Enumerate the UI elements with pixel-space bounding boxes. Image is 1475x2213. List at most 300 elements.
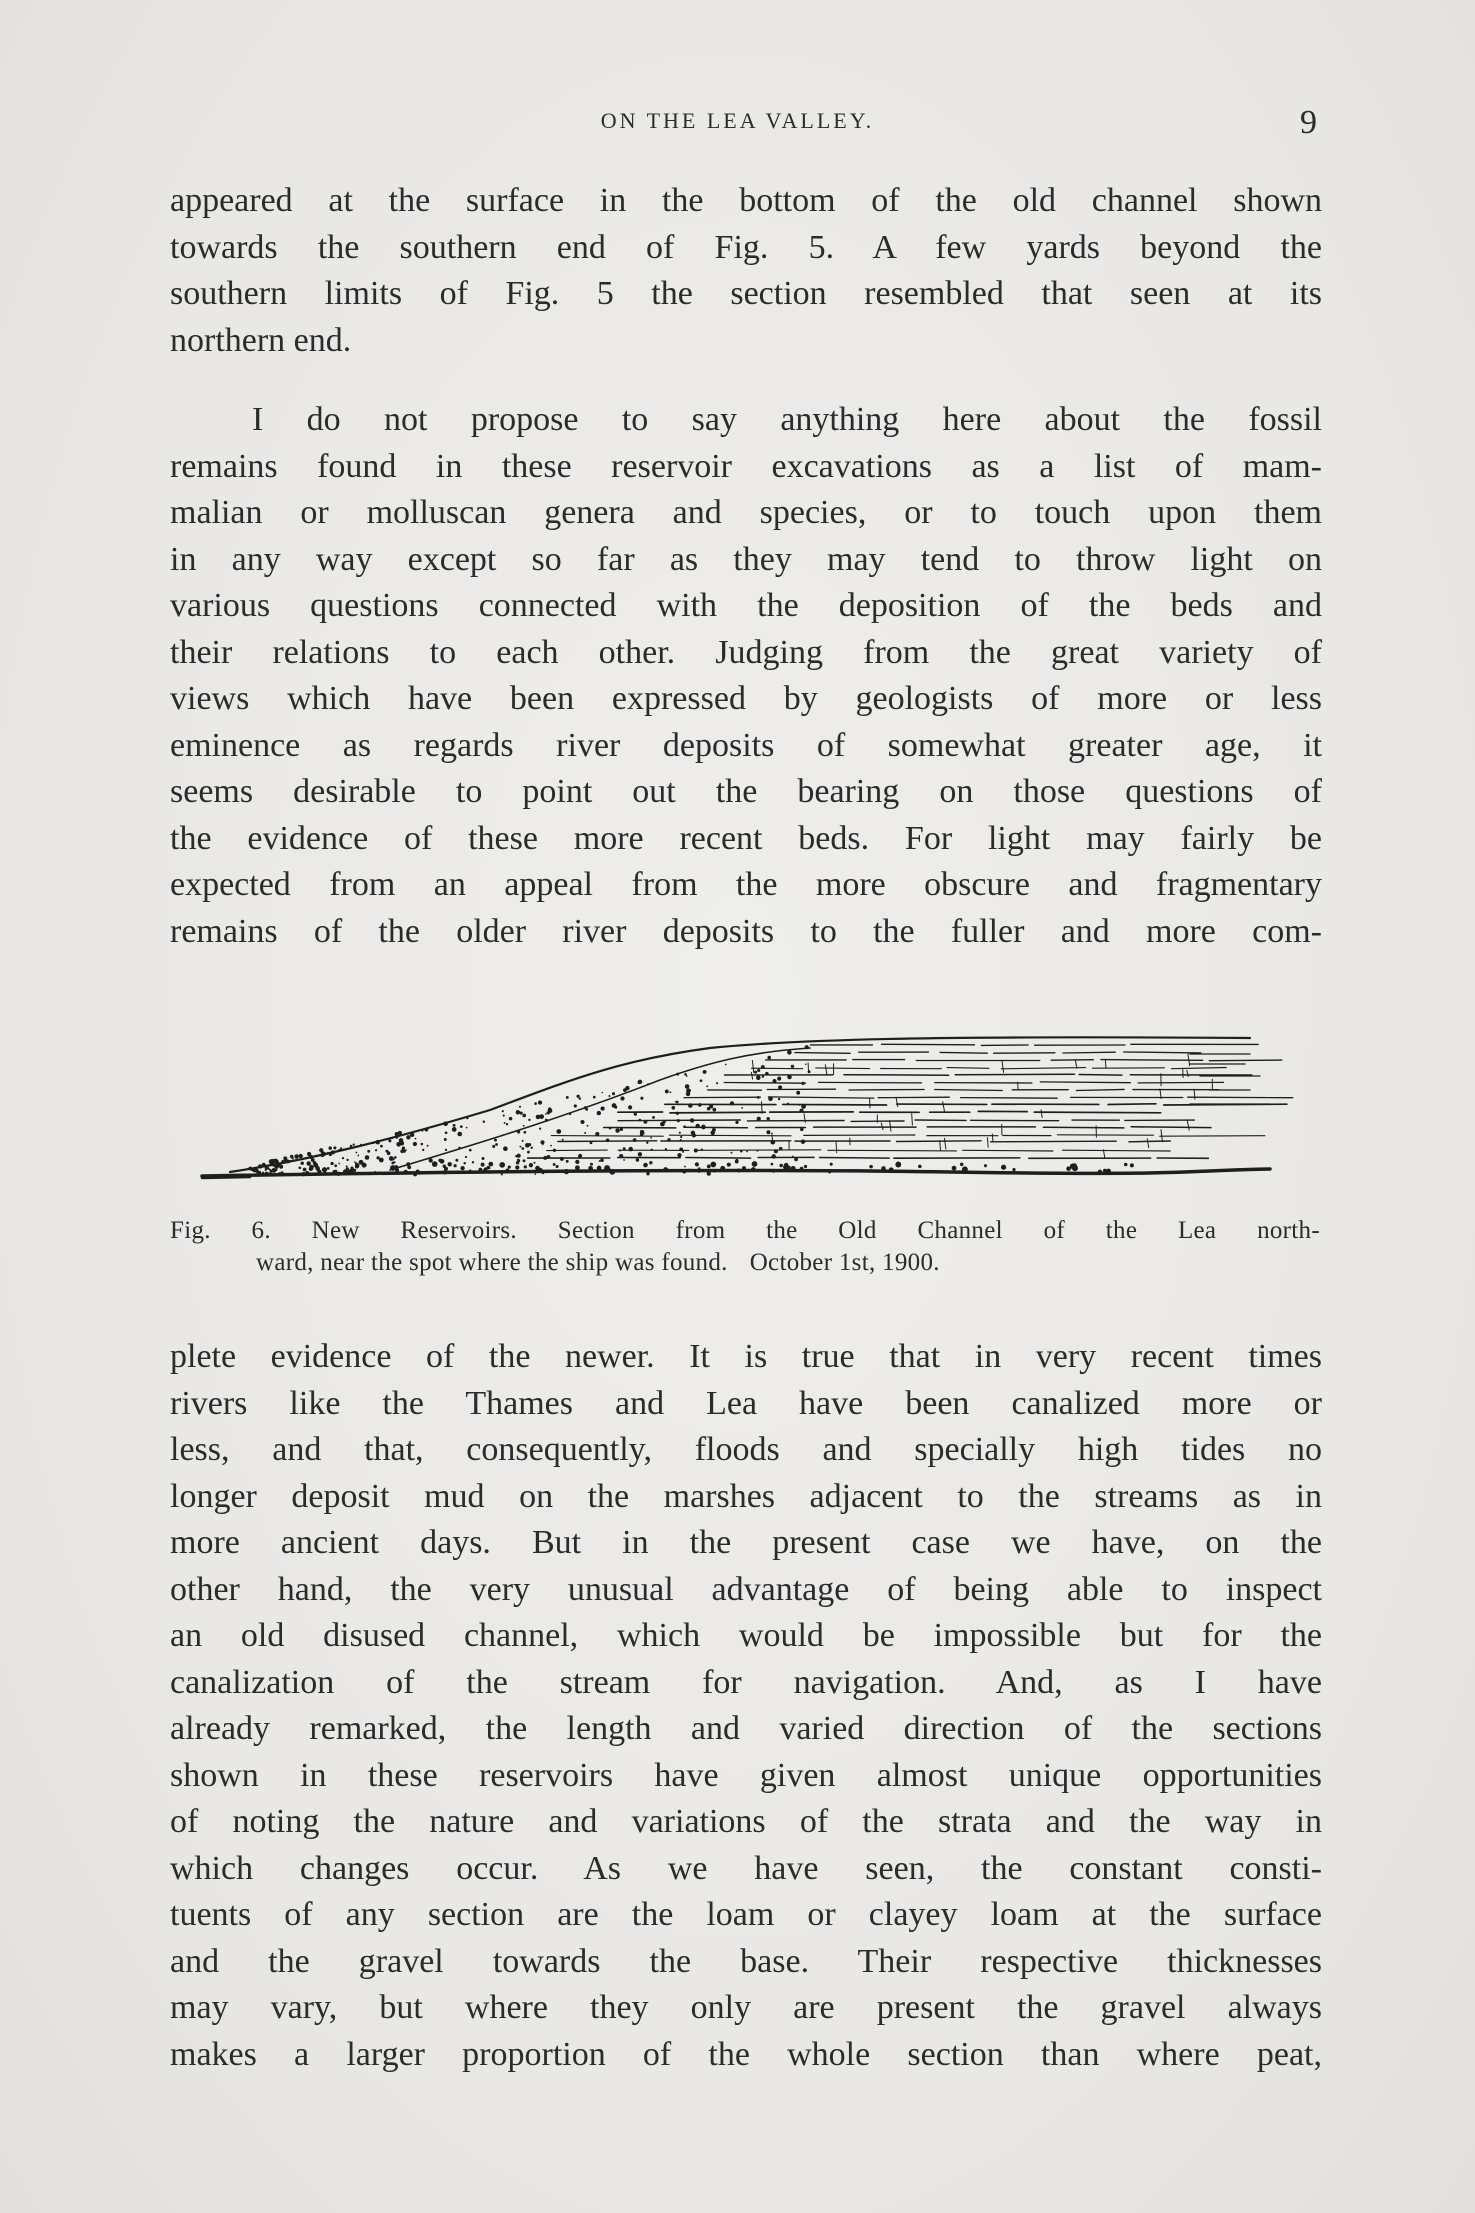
- gravel-dot: [707, 1107, 710, 1110]
- base-line-tail: [202, 1177, 250, 1178]
- gravel-dot: [671, 1106, 675, 1110]
- gravel-dot: [464, 1170, 466, 1172]
- gravel-dot: [679, 1132, 681, 1134]
- gravel-dot: [918, 1165, 922, 1169]
- gravel-dot: [787, 1050, 792, 1055]
- gravel-dot: [787, 1103, 789, 1105]
- gravel-dot: [799, 1104, 801, 1106]
- gravel-dot: [701, 1125, 706, 1130]
- gravel-dot: [409, 1171, 412, 1174]
- gravel-dot: [515, 1165, 519, 1169]
- gravel-dot: [757, 1096, 760, 1099]
- bedding-line: [684, 1097, 1306, 1098]
- gravel-dot: [508, 1165, 511, 1168]
- text-line: the evidence of these more recent beds. For light may fairly be: [170, 819, 1322, 857]
- gravel-dot: [805, 1045, 809, 1049]
- gravel-dot: [538, 1168, 543, 1173]
- gravel-dot: [566, 1160, 569, 1163]
- gravel-dot: [669, 1091, 671, 1093]
- text-line: appeared at the surface in the bottom of the old channel shown: [170, 182, 1322, 219]
- gravel-dot: [322, 1167, 327, 1172]
- gravel-dot: [569, 1113, 572, 1116]
- gravel-dot: [712, 1108, 716, 1112]
- gravel-dot: [716, 1082, 718, 1084]
- gravel-dot: [504, 1122, 506, 1124]
- gravel-dot: [576, 1095, 579, 1098]
- gravel-dot: [268, 1168, 270, 1170]
- gravel-dot: [960, 1163, 963, 1166]
- gravel-dot: [646, 1142, 648, 1144]
- gravel-dot: [694, 1148, 698, 1152]
- bedding-line: [751, 1068, 1236, 1069]
- gravel-dot: [634, 1112, 637, 1115]
- gravel-dot: [469, 1149, 472, 1152]
- gravel-dot: [346, 1165, 348, 1167]
- gravel-dot: [338, 1149, 341, 1152]
- gravel-dot: [628, 1147, 633, 1152]
- gravel-dot: [460, 1125, 463, 1128]
- gravel-dot: [1012, 1168, 1015, 1171]
- bedding-line: [618, 1111, 1166, 1113]
- gravel-dot: [710, 1131, 715, 1136]
- gravel-dot: [772, 1170, 775, 1173]
- text-line: other hand, the very unusual advantage of being able to inspect: [170, 1570, 1322, 1608]
- gravel-dot: [403, 1170, 408, 1175]
- gravel-dot: [271, 1159, 276, 1164]
- gravel-dot: [578, 1155, 581, 1158]
- text-line: remains found in these reservoir excavations as a list of mam-: [170, 447, 1322, 485]
- gravel-dot: [792, 1156, 794, 1158]
- gravel-dot: [416, 1169, 420, 1173]
- gravel-dot: [410, 1133, 414, 1137]
- figure-caption: [170, 1215, 1320, 1279]
- gravel-dot: [1066, 1166, 1071, 1171]
- gravel-dot: [330, 1162, 333, 1165]
- gravel-dot: [503, 1115, 505, 1117]
- gravel-dot: [346, 1159, 348, 1161]
- gravel-dot: [623, 1159, 625, 1161]
- gravel-dot: [529, 1163, 533, 1167]
- gravel-dot: [590, 1141, 593, 1144]
- gravel-dot: [376, 1156, 379, 1159]
- gravel-dot: [600, 1159, 604, 1163]
- gravel-dot: [276, 1162, 281, 1167]
- gravel-dot: [636, 1158, 640, 1162]
- gravel-dot: [691, 1131, 695, 1135]
- gravel-dot: [333, 1146, 336, 1149]
- bedding-line: [558, 1141, 1178, 1142]
- gravel-dot: [372, 1142, 374, 1144]
- gravel-dot: [466, 1127, 468, 1129]
- gravel-dot: [424, 1128, 428, 1132]
- gravel-dot: [1124, 1163, 1128, 1167]
- text-line: their relations to each other. Judging from the great variety of: [170, 633, 1322, 671]
- gravel-dot: [677, 1153, 681, 1157]
- gravel-dot: [640, 1130, 644, 1134]
- text-line: already remarked, the length and varied direction of the sections: [170, 1710, 1322, 1747]
- joint-mark: [940, 1141, 941, 1151]
- text-line: less, and that, consequently, floods and specially high tides no: [170, 1431, 1322, 1468]
- gravel-dot: [684, 1166, 686, 1168]
- gravel-dot: [688, 1103, 693, 1108]
- gravel-dot: [443, 1121, 448, 1126]
- gravel-dot: [676, 1112, 679, 1115]
- gravel-dot: [354, 1161, 356, 1163]
- gravel-dot: [360, 1144, 362, 1146]
- gravel-dot: [365, 1155, 370, 1160]
- gravel-dot: [495, 1143, 498, 1146]
- page-number: 9: [1300, 104, 1317, 141]
- gravel-dot: [701, 1149, 703, 1151]
- gravel-dot: [455, 1159, 458, 1162]
- gravel-dot: [350, 1145, 353, 1148]
- gravel-dot: [488, 1162, 493, 1167]
- joint-mark: [762, 1102, 763, 1114]
- caption-figure-title: New Reservoirs.: [311, 1217, 517, 1244]
- gravel-dot: [334, 1164, 337, 1167]
- text-line: more ancient days. But in the present case we have, on the: [170, 1524, 1322, 1561]
- gravel-dot: [604, 1165, 610, 1171]
- gravel-dot: [502, 1110, 504, 1112]
- gravel-dot: [619, 1150, 621, 1152]
- gravel-dot: [327, 1167, 330, 1170]
- gravel-dot: [294, 1154, 298, 1158]
- gravel-dot: [779, 1147, 783, 1151]
- gravel-dot: [791, 1166, 796, 1171]
- gravel-dot: [458, 1147, 460, 1149]
- gravel-dot: [429, 1158, 433, 1162]
- gravel-dot: [502, 1134, 504, 1136]
- gravel-dot: [487, 1170, 490, 1173]
- gravel-dot: [640, 1097, 643, 1100]
- gravel-dot: [438, 1159, 442, 1163]
- gravel-dot: [415, 1138, 417, 1140]
- gravel-dot: [509, 1117, 513, 1121]
- joint-mark: [896, 1097, 898, 1106]
- joint-mark: [987, 1138, 988, 1147]
- gravel-dot: [281, 1160, 285, 1164]
- gravel-dot: [466, 1117, 468, 1119]
- gravel-dot: [620, 1128, 623, 1131]
- gravel-dot: [665, 1089, 669, 1093]
- caption-line-1: [170, 1215, 1320, 1247]
- gravel-dot: [443, 1170, 447, 1174]
- gravel-dot: [299, 1154, 303, 1158]
- gravel-dot: [665, 1168, 669, 1172]
- gravel-dot: [318, 1171, 321, 1174]
- gravel-dot: [483, 1120, 485, 1122]
- gravel-dot: [556, 1129, 561, 1134]
- paragraph-3: [170, 1334, 1322, 2078]
- gravel-dot: [574, 1104, 577, 1107]
- gravel-dot: [538, 1101, 542, 1105]
- gravel-dot: [542, 1170, 545, 1173]
- gravel-dot: [646, 1172, 649, 1175]
- gravel-dot: [356, 1152, 358, 1154]
- gravel-dot: [469, 1170, 472, 1173]
- bedding-line: [547, 1150, 1182, 1151]
- text-line: longer deposit mud on the marshes adjacent to the streams as in: [170, 1477, 1322, 1515]
- gravel-dot: [280, 1171, 284, 1175]
- gravel-dot: [735, 1121, 738, 1124]
- text-line: tuents of any section are the loam or clayey loam at the surface: [170, 1896, 1322, 1933]
- gravel-dot: [398, 1131, 402, 1135]
- gravel-dot: [270, 1170, 273, 1173]
- gravel-dot: [679, 1147, 683, 1151]
- gravel-dot: [727, 1163, 731, 1167]
- joint-mark: [1187, 1120, 1189, 1130]
- gravel-dot: [703, 1070, 707, 1074]
- gravel-dot: [962, 1166, 968, 1172]
- gravel-dot: [881, 1166, 886, 1171]
- gravel-dot: [771, 1163, 774, 1166]
- gravel-dot: [517, 1130, 520, 1133]
- gravel-dot: [620, 1096, 624, 1100]
- gravel-dot: [593, 1096, 596, 1099]
- gravel-dot: [305, 1171, 309, 1175]
- gravel-dot: [599, 1160, 601, 1162]
- gravel-dot: [584, 1132, 586, 1134]
- gravel-dot: [388, 1139, 391, 1142]
- caption-line-2: [170, 1247, 1320, 1279]
- text-line: various questions connected with the deposition of the beds and: [170, 587, 1322, 624]
- gravel-dot: [735, 1160, 739, 1164]
- gravel-dot: [651, 1149, 653, 1151]
- text-line: malian or molluscan genera and species, or to touch upon them: [170, 494, 1322, 531]
- gravel-dot: [685, 1084, 690, 1089]
- gravel-dot: [647, 1083, 649, 1085]
- gravel-dot: [391, 1161, 394, 1164]
- bedding-line: [725, 1074, 1260, 1075]
- gravel-dot: [545, 1113, 547, 1115]
- text-line: remains of the older river deposits to the fuller and more com-: [170, 912, 1322, 950]
- gravel-dot: [524, 1165, 527, 1168]
- caption-description-end: ward, near the spot where the ship was found.: [256, 1249, 728, 1276]
- text-line: may vary, but where they only are present the gravel always: [170, 1989, 1322, 2026]
- gravel-dot: [869, 1165, 873, 1169]
- gravel-dot: [677, 1119, 680, 1122]
- gravel-dot: [588, 1166, 593, 1171]
- gravel-dot: [1001, 1165, 1006, 1170]
- gravel-dot: [421, 1143, 424, 1146]
- gravel-dot: [706, 1085, 708, 1087]
- section-illustration: [190, 1020, 1310, 1200]
- gravel-dot: [523, 1159, 526, 1162]
- gravel-dot: [805, 1063, 807, 1065]
- gravel-dot: [597, 1166, 602, 1171]
- gravel-dot: [422, 1130, 424, 1132]
- gravel-dot: [801, 1104, 806, 1109]
- gravel-dot: [575, 1160, 579, 1164]
- gravel-dot: [737, 1168, 741, 1172]
- gravel-dot: [764, 1169, 766, 1171]
- gravel-dot: [262, 1163, 266, 1167]
- gravel-dot: [639, 1119, 642, 1122]
- gravel-dot: [560, 1157, 564, 1161]
- gravel-dot: [680, 1139, 682, 1141]
- gravel-dot: [800, 1167, 804, 1171]
- gravel-dot: [362, 1163, 367, 1168]
- gravel-dot: [590, 1163, 593, 1166]
- gravel-dot: [725, 1064, 727, 1066]
- gravel-dot: [285, 1159, 288, 1162]
- gravel-dot: [534, 1102, 537, 1105]
- figure-6-section-drawing: [190, 1020, 1310, 1200]
- bedding-line: [724, 1082, 1236, 1083]
- gravel-dot: [367, 1150, 370, 1153]
- gravel-dot: [601, 1107, 605, 1111]
- gravel-dot: [452, 1127, 457, 1132]
- gravel-dot: [619, 1154, 623, 1158]
- gravel-dot: [952, 1166, 957, 1171]
- paragraph-1-text: [170, 178, 1322, 364]
- gravel-dot: [340, 1147, 342, 1149]
- gravel-dot: [746, 1151, 748, 1153]
- gravel-dot: [730, 1101, 734, 1105]
- gravel-dot: [394, 1156, 397, 1159]
- gravel-dot: [395, 1168, 399, 1172]
- paragraph-1: [170, 178, 1322, 364]
- gravel-dot: [454, 1164, 457, 1167]
- gravel-dot: [272, 1164, 275, 1167]
- gravel-dot: [343, 1169, 348, 1174]
- gravel-dot: [522, 1114, 526, 1118]
- bedding-line: [708, 1089, 1223, 1090]
- gravel-dot: [547, 1111, 550, 1114]
- gravel-dot: [531, 1147, 533, 1149]
- caption-description-start: Section from the Old Channel of the Lea north-: [557, 1217, 1320, 1244]
- joint-mark: [890, 1121, 891, 1132]
- gravel-dot: [707, 1164, 711, 1168]
- gravel-dot: [427, 1145, 429, 1147]
- gravel-dot: [260, 1173, 263, 1176]
- gravel-dot: [602, 1092, 604, 1094]
- gravel-dot: [791, 1065, 794, 1068]
- gravel-dot: [1130, 1163, 1134, 1167]
- text-line: views which have been expressed by geologists of more or less: [170, 680, 1322, 717]
- gravel-dot: [553, 1163, 556, 1166]
- gravel-dot: [506, 1168, 510, 1172]
- gravel-dot: [700, 1079, 703, 1082]
- gravel-dot: [796, 1091, 800, 1095]
- gravel-dot: [503, 1146, 508, 1151]
- gravel-dot: [828, 1171, 831, 1174]
- gravel-dot: [528, 1143, 531, 1146]
- joint-mark: [881, 1123, 883, 1130]
- caption-date: October 1st, 1900.: [749, 1249, 940, 1276]
- gravel-dot: [405, 1149, 407, 1151]
- gravel-dot: [566, 1096, 569, 1099]
- caption-figure-label: Fig. 6.: [170, 1217, 271, 1244]
- gravel-dot: [771, 1133, 773, 1135]
- gravel-dot: [638, 1081, 641, 1084]
- gravel-dot: [675, 1101, 677, 1103]
- gravel-dot: [757, 1117, 761, 1121]
- end-dashes: [1190, 1054, 1270, 1104]
- gravel-dot: [413, 1142, 417, 1146]
- text-line: I do not propose to say anything here about the fossil: [252, 401, 1322, 438]
- gravel-dot: [460, 1166, 464, 1170]
- gravel-dot: [548, 1109, 551, 1112]
- gravel-dot: [609, 1169, 615, 1175]
- gravel-dot: [741, 1107, 743, 1109]
- gravel-dot: [553, 1149, 556, 1152]
- gravel-dot: [481, 1163, 485, 1167]
- joint-mark: [943, 1102, 945, 1112]
- bedding-line: [528, 1157, 1219, 1158]
- gravel-dot: [686, 1092, 690, 1096]
- gravel-dot: [256, 1171, 259, 1174]
- gravel-dot: [483, 1169, 487, 1173]
- gravel-dot: [575, 1165, 580, 1170]
- gravel-dot: [333, 1170, 336, 1173]
- gravel-dot: [667, 1138, 670, 1141]
- gravel-dot: [534, 1173, 536, 1175]
- gravel-dot: [463, 1162, 465, 1164]
- gravel-dot: [683, 1125, 686, 1128]
- gravel-dot: [562, 1139, 564, 1141]
- gravel-dot: [531, 1171, 533, 1173]
- gravel-dot: [556, 1165, 559, 1168]
- gravel-dot: [472, 1161, 474, 1163]
- gravel-dot: [612, 1092, 615, 1095]
- joint-mark: [1105, 1061, 1106, 1069]
- gravel-dot: [501, 1173, 503, 1175]
- gravel-dot: [597, 1111, 601, 1115]
- gravel-dot: [389, 1156, 394, 1161]
- gravel-dot: [710, 1162, 716, 1168]
- text-line: eminence as regards river deposits of somewhat greater age, it: [170, 726, 1322, 764]
- gravel-dot: [375, 1140, 380, 1145]
- gravel-dot: [444, 1138, 447, 1141]
- gravel-dot: [688, 1169, 691, 1172]
- gravel-dot: [609, 1127, 612, 1130]
- gravel-dot: [331, 1150, 335, 1154]
- gravel-dot: [492, 1145, 495, 1148]
- gravel-dot: [580, 1120, 584, 1124]
- text-line: seems desirable to point out the bearing on those questions of: [170, 773, 1322, 810]
- text-line: in any way except so far as they may tend to throw light on: [170, 540, 1322, 578]
- gravel-dot: [453, 1124, 456, 1127]
- gravel-dot: [327, 1152, 329, 1154]
- gravel-dot: [482, 1157, 485, 1160]
- gravel-dot: [767, 1056, 771, 1060]
- gravel-dot: [595, 1132, 599, 1136]
- gravel-dot: [539, 1127, 541, 1129]
- gravel-dot: [400, 1149, 404, 1153]
- joint-mark: [825, 1065, 827, 1075]
- gravel-dot: [757, 1069, 760, 1072]
- gravel-dot: [889, 1167, 894, 1172]
- gravel-dot: [794, 1158, 798, 1162]
- gravel-dot: [524, 1131, 527, 1134]
- text-line: makes a larger proportion of the whole section than where peat,: [170, 2035, 1322, 2073]
- gravel-dot: [684, 1073, 687, 1076]
- gravel-dot: [1106, 1169, 1111, 1174]
- gravel-dot: [682, 1151, 684, 1153]
- gravel-dot: [264, 1172, 269, 1177]
- gravel-dot: [353, 1143, 355, 1145]
- gravel-dot: [767, 1117, 770, 1120]
- gravel-dot: [765, 1072, 769, 1076]
- gravel-dot: [298, 1166, 301, 1169]
- gravel-dot: [740, 1150, 743, 1153]
- gravel-dot: [768, 1096, 773, 1101]
- gravel-dot: [606, 1138, 610, 1142]
- gravel-dot: [676, 1073, 679, 1076]
- gravel-dot: [623, 1088, 627, 1092]
- gravel-dot: [650, 1137, 652, 1139]
